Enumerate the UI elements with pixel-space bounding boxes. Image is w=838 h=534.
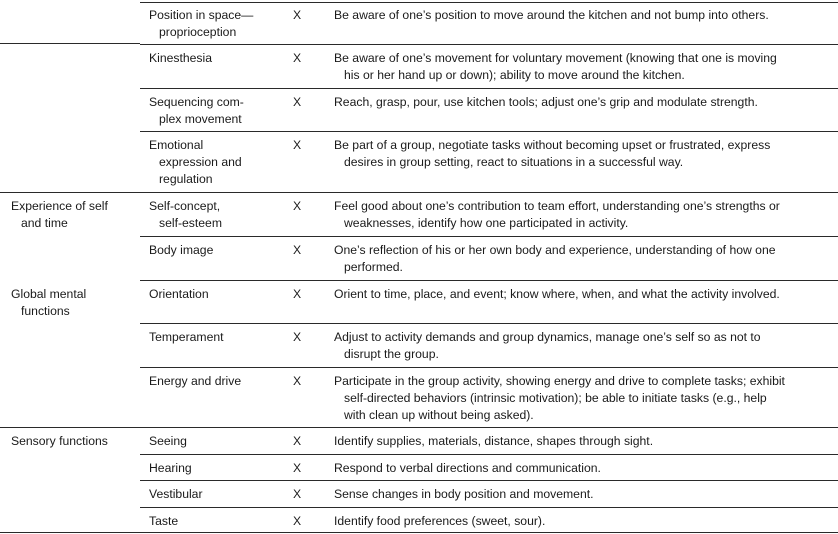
function-cell: Self-concept,	[149, 199, 221, 213]
function-cell: plex movement	[159, 112, 242, 126]
mark-cell: X	[293, 95, 302, 109]
mark-cell: X	[293, 287, 302, 301]
table-row	[0, 4, 838, 47]
description-cell: Be aware of one’s position to move around the kitchen and not bump into others.	[334, 8, 769, 22]
description-cell: Participate in the group activity, showing energy and drive to complete tasks; exhibit	[334, 374, 785, 388]
function-cell: Position in space—	[149, 8, 254, 22]
table-row	[0, 326, 838, 370]
description-cell: self-directed behaviors (intrinsic motivation); be able to initiate tasks (e.g., help	[344, 391, 767, 405]
function-cell: Body image	[149, 243, 214, 257]
description-cell: Be part of a group, negotiate tasks without becoming upset or frustrated, express	[334, 138, 771, 152]
description-cell: Sense changes in body position and movement.	[334, 487, 594, 501]
mark-cell: X	[293, 51, 302, 65]
description-cell: Be aware of one’s movement for voluntary movement (knowing that one is moving	[334, 51, 777, 65]
description-cell: Respond to verbal directions and communication.	[334, 461, 601, 475]
description-cell: Feel good about one’s contribution to team effort, understanding one’s strengths or	[334, 199, 780, 213]
description-cell: One’s reflection of his or her own body and experience, understanding of how one	[334, 243, 776, 257]
description-cell: weaknesses, identify how one participated in activity.	[344, 216, 629, 230]
row-divider	[140, 480, 838, 481]
row-divider	[0, 427, 838, 428]
function-cell: Emotional	[149, 138, 204, 152]
function-cell: Kinesthesia	[149, 51, 213, 65]
row-divider	[140, 454, 838, 455]
row-divider	[140, 2, 838, 3]
mark-cell: X	[293, 8, 302, 22]
category-cell: and time	[21, 216, 68, 230]
row-divider	[140, 323, 838, 324]
table-row	[0, 47, 838, 91]
function-cell: regulation	[159, 172, 213, 186]
category-cell: Global mental	[11, 287, 87, 301]
row-divider	[140, 131, 838, 132]
mark-cell: X	[293, 330, 302, 344]
table-row	[0, 430, 838, 457]
table-bottom-rule	[0, 532, 838, 533]
description-cell: disrupt the group.	[344, 347, 439, 361]
row-divider	[140, 367, 838, 368]
function-cell: Sequencing com-	[149, 95, 244, 109]
table-row	[0, 283, 838, 326]
table-row	[0, 370, 838, 430]
row-divider	[140, 88, 838, 89]
description-cell: Adjust to activity demands and group dynamics, manage one’s self so as not to	[334, 330, 761, 344]
category-cell: functions	[21, 304, 70, 318]
mark-cell: X	[293, 138, 302, 152]
description-cell: performed.	[344, 260, 403, 274]
function-cell: Seeing	[149, 434, 187, 448]
table-row	[0, 91, 838, 134]
category-cell: Experience of self	[11, 199, 108, 213]
function-cell: Energy and drive	[149, 374, 242, 388]
function-cell: Taste	[149, 514, 179, 528]
function-cell: self-esteem	[159, 216, 222, 230]
function-cell: expression and	[159, 155, 242, 169]
row-divider	[140, 507, 838, 508]
description-cell: Reach, grasp, pour, use kitchen tools; adjust one’s grip and modulate strength.	[334, 95, 758, 109]
table-row	[0, 483, 838, 510]
description-cell: with clean up without being asked).	[344, 408, 534, 422]
table-row	[0, 195, 838, 239]
mark-cell: X	[293, 461, 302, 475]
description-cell: his or her hand up or down); ability to move around the kitchen.	[344, 68, 685, 82]
table-row	[0, 510, 838, 534]
mark-cell: X	[293, 434, 302, 448]
function-cell: Hearing	[149, 461, 192, 475]
function-cell: Temperament	[149, 330, 224, 344]
function-cell: Orientation	[149, 287, 209, 301]
table-row	[0, 239, 838, 283]
row-divider	[140, 236, 838, 237]
table-row	[0, 134, 838, 195]
function-cell: Vestibular	[149, 487, 203, 501]
mark-cell: X	[293, 199, 302, 213]
mark-cell: X	[293, 514, 302, 528]
mark-cell: X	[293, 243, 302, 257]
description-cell: Identify food preferences (sweet, sour).	[334, 514, 546, 528]
function-cell: proprioception	[159, 25, 237, 39]
description-cell: Identify supplies, materials, distance, shapes through sight.	[334, 434, 654, 448]
row-divider	[140, 44, 838, 45]
mark-cell: X	[293, 487, 302, 501]
mark-cell: X	[293, 374, 302, 388]
category-cell: Sensory functions	[11, 434, 108, 448]
row-divider	[140, 280, 838, 281]
category-divider	[0, 43, 140, 44]
description-cell: Orient to time, place, and event; know where, when, and what the activity involved.	[334, 287, 780, 301]
description-cell: desires in group setting, react to situations in a successful way.	[344, 155, 684, 169]
row-divider	[0, 192, 838, 193]
